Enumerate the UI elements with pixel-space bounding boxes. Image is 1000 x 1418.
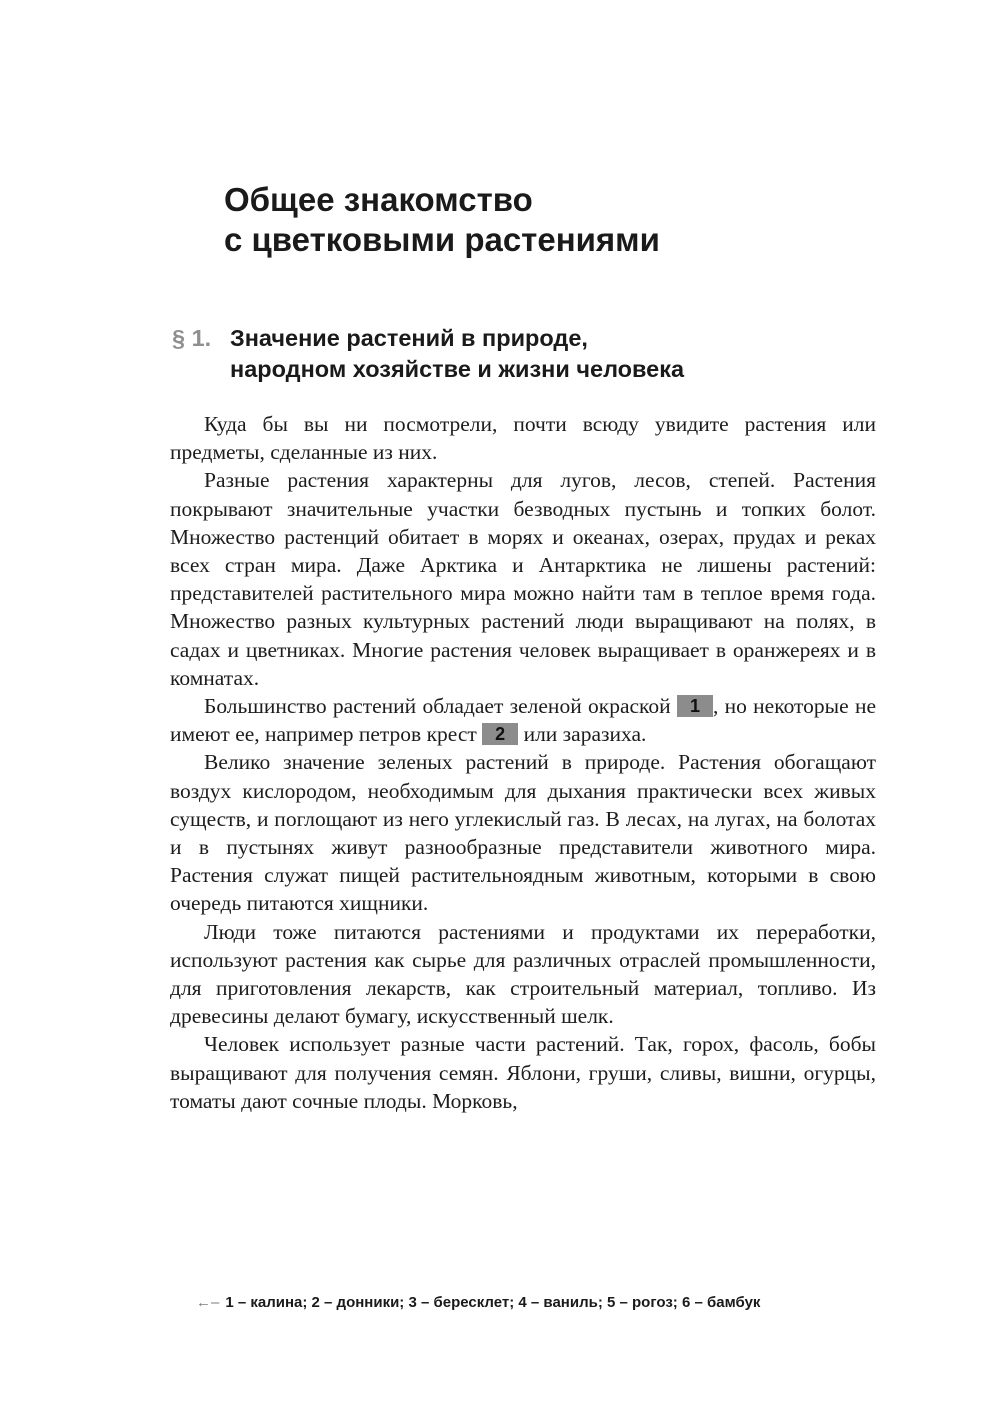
body-text xyxy=(170,410,876,1115)
paragraph-1: Куда бы вы ни посмотрели, почти всюду увидите растения или предметы, сделанные из них. xyxy=(170,412,876,465)
chapter-title-line-1: Общее знакомство xyxy=(224,181,533,218)
figure-caption-text: 1 – калина; 2 – донники; 3 – бересклет; 4 – ваниль; 5 – рогоз; 6 – бамбук xyxy=(225,1294,761,1311)
chapter-title-line-2: с цветковыми растениями xyxy=(224,221,660,258)
figure-caption xyxy=(196,1292,886,1314)
paragraph-4: Велико значение зеленых растений в природе. Растения обогащают воздух кислородом, необходимым для дыхания практически всех живых существ, и поглощают из него углекислый газ. В лесах, на лугах, на болотах и в пустынях живут разнообразные представители животного мира. Растения служат пищей растительноядным животным, которыми в свою очередь питаются хищники. xyxy=(170,750,876,916)
left-arrow-icon: ←– xyxy=(196,1294,220,1311)
paragraph-3-text-b: , но некоторые не имеют ее, например петров крест xyxy=(170,694,876,747)
figure-ref-2: 2 xyxy=(482,723,518,745)
chapter-title xyxy=(224,180,864,260)
figure-ref-1: 1 xyxy=(677,695,713,717)
section-number: § 1. xyxy=(172,325,212,351)
paragraph-3 xyxy=(170,692,876,748)
paragraph-3-text-c: или заразиха. xyxy=(518,722,647,747)
paragraph-5: Люди тоже питаются растениями и продуктами их переработки, используют растения как сырье для различных отраслей промышленности, для приготовления лекарств, как строительный материал, топливо. Из древесины делают бумагу, искусственный шелк. xyxy=(170,919,876,1029)
section-title-line-2: народном хозяйстве и жизни человека xyxy=(230,356,685,382)
section-title-line-1: Значение растений в природе, xyxy=(230,325,588,351)
paragraph-2: Разные растения характерны для лугов, лесов, степей. Растения покрывают значительные участки безводных пустынь и топких болот. Множество растенций обитает в морях и океанах, озерах, прудах и реках всех стран мира. Даже Арктика и Антарктика не лишены растений: представителей растительного мира можно найти там в теплое время года. Множество разных культурных растений люди выращивают на полях, в садах и цветниках. Многие растения человек выращивает в оранжереях и в комнатах. xyxy=(170,468,876,690)
paragraph-6: Человек использует разные части растений. Так, горох, фасоль, бобы выращивают для получения семян. Яблони, груши, сливы, вишни, огурцы, томаты дают сочные плоды. Морковь, xyxy=(170,1032,876,1113)
section-title xyxy=(230,323,870,385)
paragraph-3-text-a: Большинство растений обладает зеленой окраской xyxy=(204,694,677,719)
